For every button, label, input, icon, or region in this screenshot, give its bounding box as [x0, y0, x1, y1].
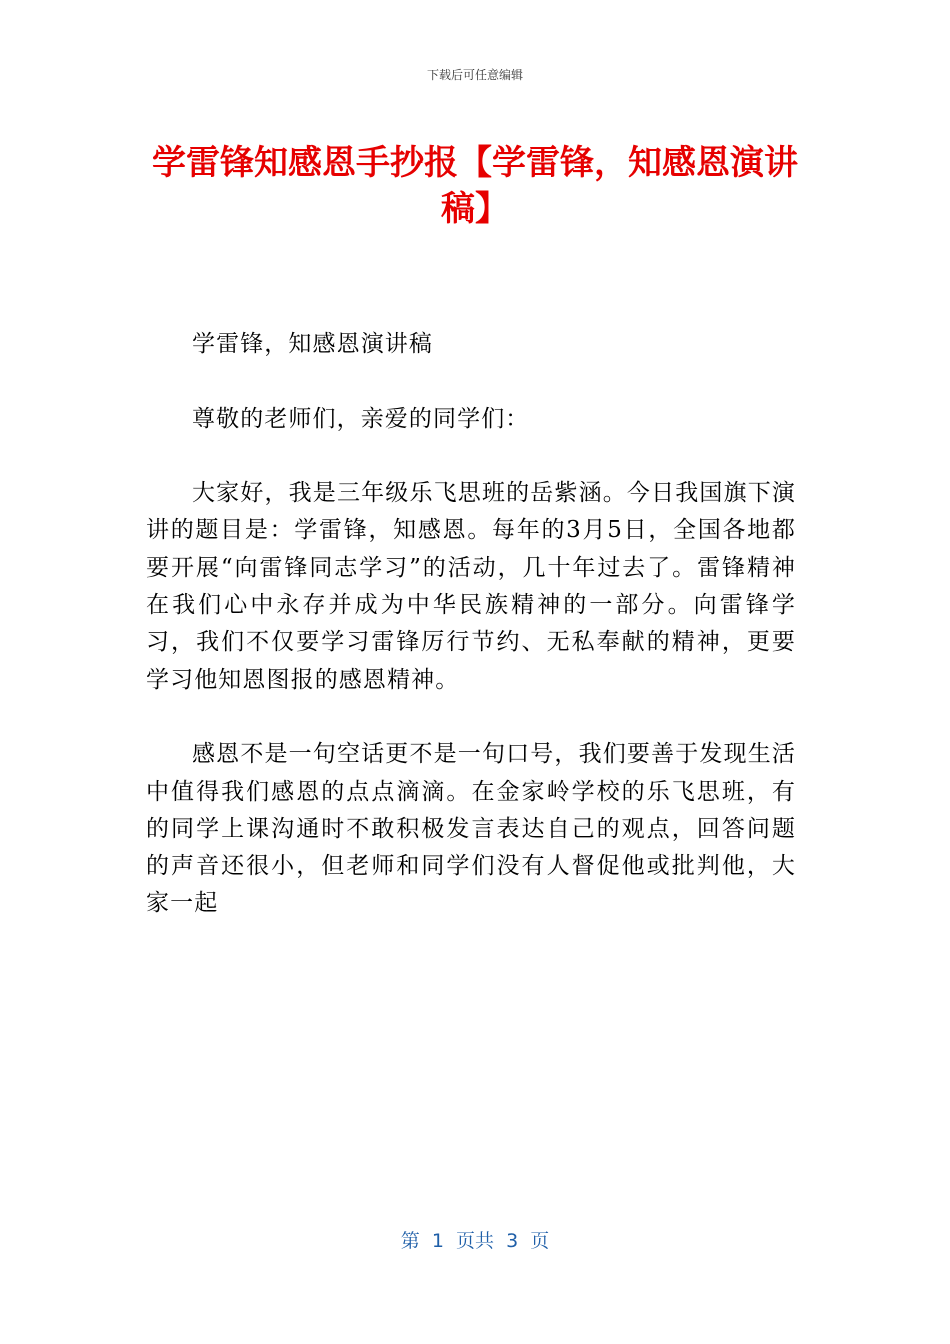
paragraph-subtitle: 学雷锋，知感恩演讲稿: [192, 331, 433, 357]
page-number: 第 1 页共 3 页: [400, 1230, 550, 1252]
document-title: 学雷锋知感恩手抄报【学雷锋，知感恩演讲稿】: [152, 143, 798, 229]
document-body: [146, 326, 796, 960]
header-note: 下载后可任意编辑: [426, 68, 523, 82]
paragraph-intro: 大家好，我是三年级乐飞思班的岳紫涵。今日我国旗下演讲的题目是：学雷锋，知感恩。每年的3月5日，全国各地都要开展“向雷锋同志学习”的活动，几十年过去了。雷锋精神在我们心中永存并成为中华民族精神的一部分。向雷锋学习，我们不仅要学习雷锋厉行节约、无私奉献的精神，更要学习他知恩图报的感恩精神。: [146, 480, 796, 693]
paragraph-salutation: 尊敬的老师们，亲爱的同学们：: [192, 405, 530, 432]
paragraph-gratitude: 感恩不是一句空话更不是一句口号，我们要善于发现生活中值得我们感恩的点点滴滴。在金家岭学校的乐飞思班，有的同学上课沟通时不敢积极发言表达自己的观点，回答问题的声音还很小，但老师和同学们没有人督促他或批判他，大家一起: [146, 741, 796, 917]
